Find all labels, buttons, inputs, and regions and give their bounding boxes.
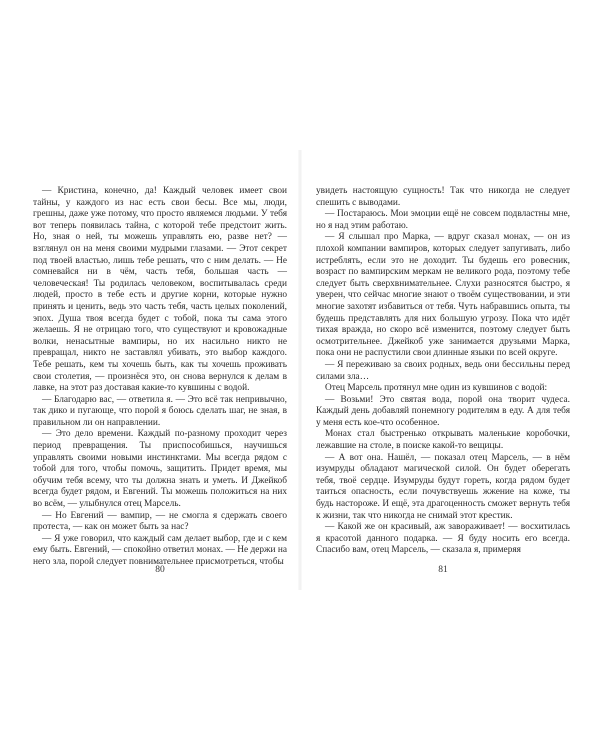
left-page-number: 80 [155, 565, 165, 575]
paragraph: Отец Марсель протянул мне один из кувшинов с водой: [325, 383, 548, 394]
book-gutter [298, 150, 302, 590]
paragraph-continuation: увидеть настоящую сущность! Так что никогда не следует спешить с выводами. [316, 186, 570, 208]
paragraph: — Какой же он красивый, аж завораживает! — восхитилась я красотой данного подарка. — Я буду носить его всегда. Спасибо вам, отец Марсель, — сказала я, примеряя [316, 522, 570, 556]
paragraph: — Постараюсь. Мои эмоции ещё не совсем подвластны мне, но я над этим работаю. [316, 209, 570, 231]
paragraph: — Кристина, конечно, да! Каждый человек имеет свои тайны, у каждого из нас есть свои бесы. Все мы, люди, грешны, даже уже потому, что просто являемся людьми. У тебя вот теперь появилась тайна, с которой тебе предстоит жить. Но, зная о ней, ты можешь управлять ею, разве нет? — взглянул он на меня своими мудрыми глазами. — Этот секрет под твоей властью, лишь тебе решать, что с ним делать. — Не сомневайся ни в чём, часть тебя, большая часть — человеческая! Ты родилась человеком, воспитывалась среди людей, просто в тебе есть и другие корни, которые нужно принять и ценить, ведь это часть тебя, часть целых поколений, эпох. Душа твоя всегда будет с тобой, пока ты сама этого желаешь. Я не отрицаю того, что существуют и кровожадные волки, ненасытные вампиры, но их насильно никто не превращал, никто не заставлял убивать, это выбор каждого. Тебе решать, кем ты хочешь быть, как ты хочешь проживать свои столетия, — произнёся это, он снова вернулся к делам в лавке, на этот раз доставая какие-то кувшины с водой. [33, 186, 287, 394]
paragraph: — А вот она. Нашёл, — показал отец Марсель, — в нём изумруды обладают магической силой. Он будет оберегать тебя, твоё сердце. Изумруды будут гореть, когда рядом будет таиться опасность, если почувствуешь жжение на коже, ты будь настороже. И ещё, эта драгоценность сможет вернуть тебя к жизни, так что никогда не снимай этот крестик. [316, 452, 570, 521]
paragraph: — Это дело времени. Каждый по-разному проходит через период превращения. Ты приспособишься, научишься управлять своими новыми инстинктами. Мы всегда рядом с тобой для того, чтобы помочь, защитить. Придет время, мы обучим тебя всему, что ты должна знать и уметь. И Джейкоб всегда будет рядом, и Евгений. Ты можешь положиться на них во всём, — улыбнулся отец Марсель. [33, 429, 287, 510]
paragraph: Монах стал быстренько открывать маленькие коробочки, лежавшие на столе, в поиске какой-то вещицы. [316, 429, 570, 452]
right-page-text [316, 186, 570, 557]
paragraph: — Возьми! Это святая вода, порой она творит чудеса. Каждый день добавляй понемногу родителям в еду. А для тебя у меня есть кое-что особенное. [316, 394, 570, 428]
right-page-number: 81 [438, 565, 448, 575]
paragraph: — Я уже говорил, что каждый сам делает выбор, где и с кем ему быть. Евгений, — спокойно ответил монах. — Не держи на него зла, порой следует повнимательнее присмотреться, чтобы [33, 533, 287, 567]
paragraph: — Я переживаю за своих родных, ведь они бессильны перед силами зла… [316, 359, 570, 382]
paragraph: — Но Евгений — вампир, — не смогла я сдержать своего протеста, — как он может быть за нас? [33, 510, 287, 533]
paragraph: — Я слышал про Марка, — вдруг сказал монах, — он из плохой компании вампиров, которых следует запугивать, либо истреблять, если это не доходит. Ты будешь его ровесник, возраст по вампирским меркам не великого рода, поэтому тебе следует быть сверхвнимательнее. Слухи разносятся быстро, я уверен, что сейчас многие знают о твоём существовании, и эти многие захотят избавиться от тебя. Чуть набравшись опыта, ты будешь представлять для них большую угрозу. Пока что идёт тихая вражда, но скоро всё изменится, поэтому следует быть осмотрительнее. Джейкоб уже занимается друзьями Марка, пока они не распустили свои длинные языки по всей округе. [316, 232, 570, 359]
paragraph: — Благодарю вас, — ответила я. — Это всё так непривычно, так дико и пугающе, что порой я боюсь сделать шаг, не зная, в правильном ли он направлении. [33, 394, 287, 428]
left-page-text [33, 186, 287, 569]
